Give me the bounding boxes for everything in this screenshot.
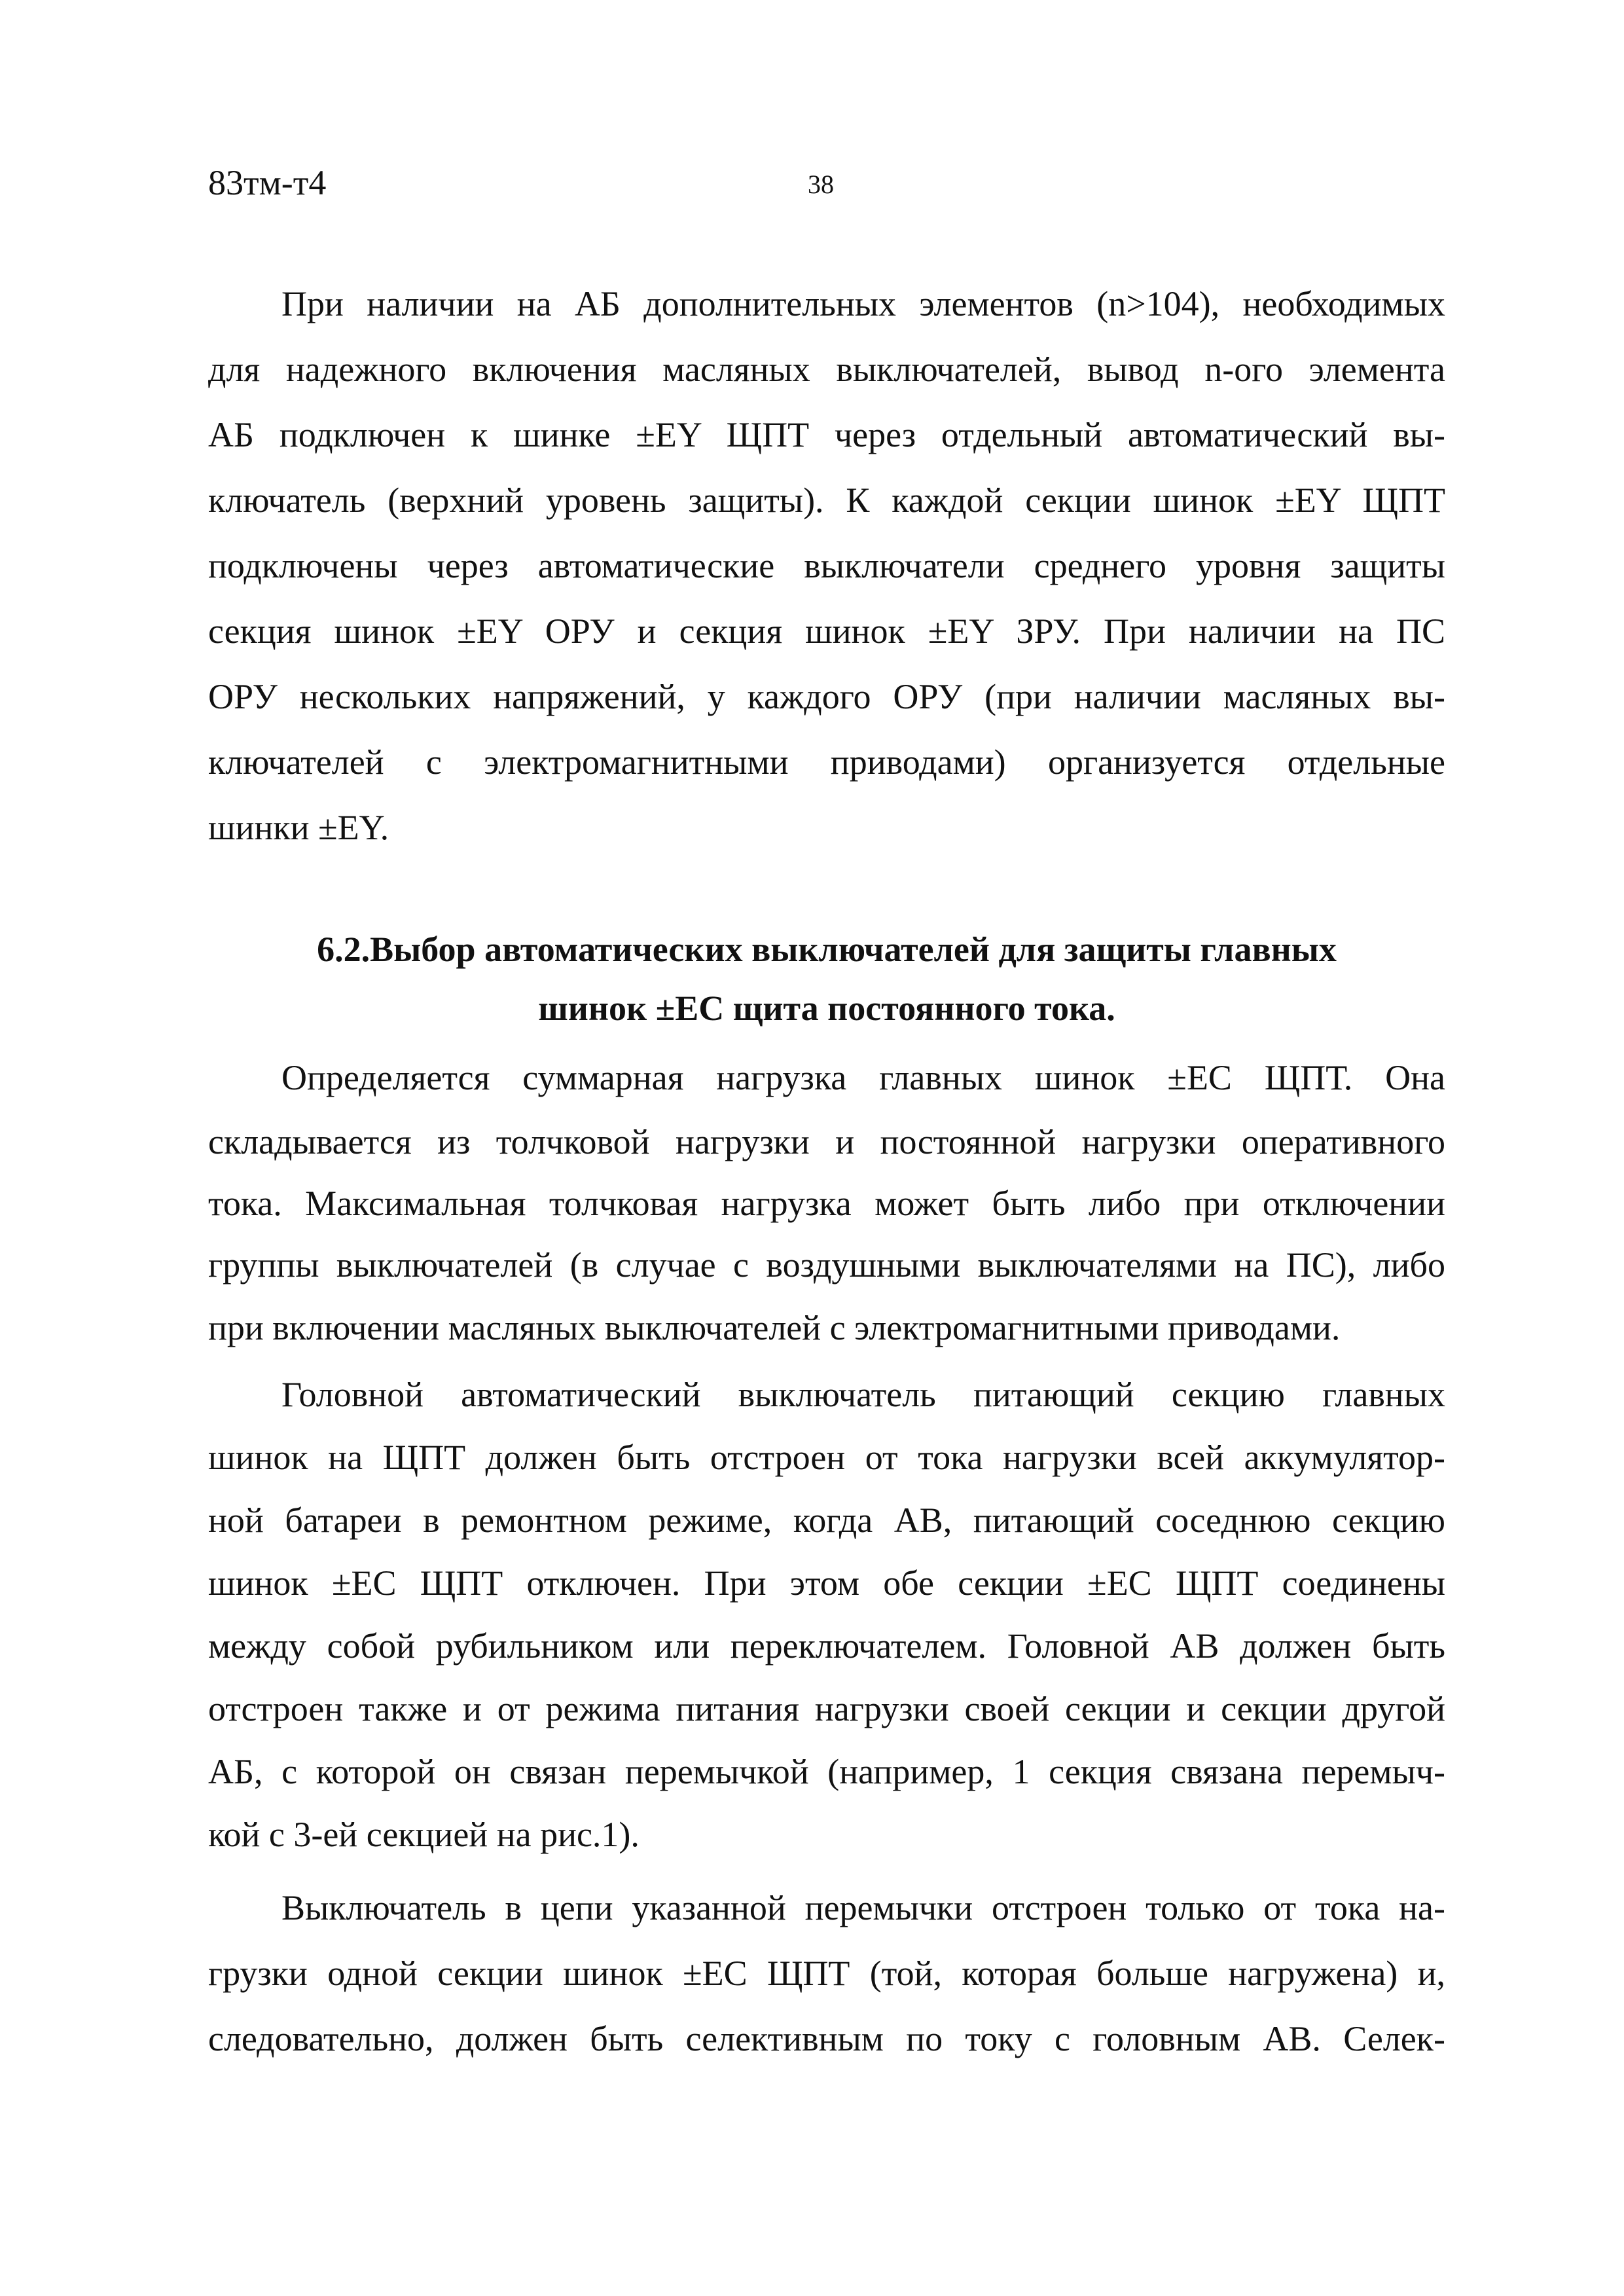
paragraph-line: грузки одной секции шинок ±EC ЩПТ (той, которая больше нагружена) и, bbox=[208, 1954, 1445, 1993]
paragraph-line: ОРУ нескольких напряжений, у каждого ОРУ (при наличии масляных вы- bbox=[208, 677, 1445, 716]
paragraph-line: кой с 3-ей секцией на рис.1). bbox=[208, 1815, 640, 1854]
paragraph-line: подключены через автоматические выключатели среднего уровня защиты bbox=[208, 546, 1445, 585]
paragraph-line: шинок ±EC ЩПТ отключен. При этом обе секции ±EC ЩПТ соединены bbox=[208, 1563, 1445, 1603]
paragraph-line: секция шинок ±EY ОРУ и секция шинок ±EY ЗРУ. При наличии на ПС bbox=[208, 611, 1445, 651]
paragraph-line: Выключатель в цепи указанной перемычки отстроен только от тока на- bbox=[281, 1888, 1445, 1927]
paragraph-line: шинки ±EY. bbox=[208, 808, 389, 847]
paragraph-line: для надежного включения масляных выключателей, вывод n-ого элемента bbox=[208, 350, 1445, 389]
paragraph-line: АБ подключен к шинке ±EY ЩПТ через отдельный автоматический вы- bbox=[208, 415, 1445, 454]
section-heading: 6.2.Выбор автоматических выключателей для защиты главных bbox=[317, 930, 1337, 969]
paragraph-line: ной батареи в ремонтном режиме, когда АВ, питающий соседнюю секцию bbox=[208, 1501, 1445, 1540]
paragraph-line: ключателей с электромагнитными приводами) организуется отдельные bbox=[208, 742, 1445, 782]
paragraph-line: Определяется суммарная нагрузка главных шинок ±EC ЩПТ. Она bbox=[281, 1058, 1445, 1097]
paragraph-line: При наличии на АБ дополнительных элементов (n>104), необходимых bbox=[281, 284, 1445, 323]
paragraph-line: следовательно, должен быть селективным по току с головным АВ. Селек- bbox=[208, 2019, 1445, 2058]
paragraph-line: между собой рубильником или переключателем. Головной АВ должен быть bbox=[208, 1626, 1445, 1666]
paragraph-line: группы выключателей (в случае с воздушными выключателями на ПС), либо bbox=[208, 1245, 1445, 1285]
paragraph-line: ключатель (верхний уровень защиты). К каждой секции шинок ±EY ЩПТ bbox=[208, 481, 1445, 520]
paragraph-line: Головной автоматический выключатель питающий секцию главных bbox=[281, 1375, 1445, 1414]
paragraph-line: при включении масляных выключателей с электромагнитными приводами. bbox=[208, 1308, 1341, 1347]
paragraph-line: тока. Максимальная толчковая нагрузка может быть либо при отключении bbox=[208, 1184, 1445, 1223]
paragraph-line: шинок на ЩПТ должен быть отстроен от тока нагрузки всей аккумулятор- bbox=[208, 1438, 1445, 1477]
paragraph-line: АБ, с которой он связан перемычкой (например, 1 секция связана перемыч- bbox=[208, 1752, 1445, 1791]
page-number: 38 bbox=[808, 170, 834, 199]
paragraph-line: складывается из толчковой нагрузки и постоянной нагрузки оперативного bbox=[208, 1122, 1445, 1161]
document-code: 83тм-т4 bbox=[208, 163, 327, 202]
section-heading: шинок ±EC щита постоянного тока. bbox=[538, 989, 1115, 1028]
paragraph-line: отстроен также и от режима питания нагрузки своей секции и секции другой bbox=[208, 1689, 1445, 1728]
